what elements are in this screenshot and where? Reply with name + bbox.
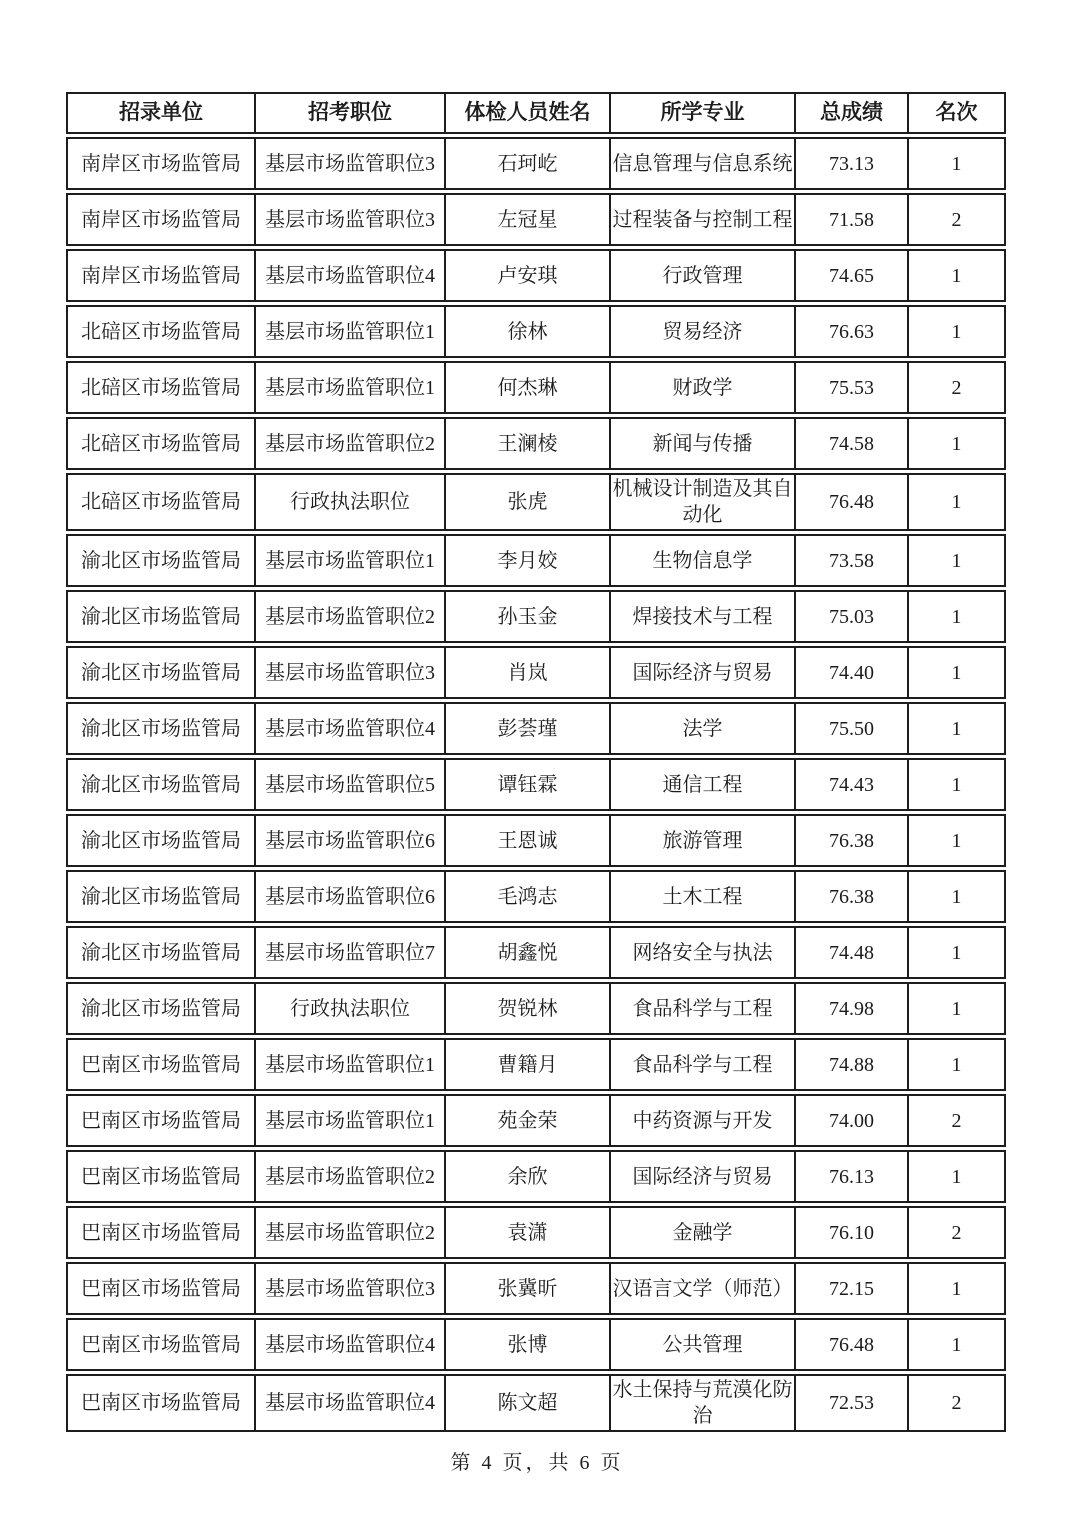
cell-unit: 渝北区市场监管局 [68,984,256,1033]
cell-score: 76.63 [796,307,909,356]
cell-rank: 1 [951,491,962,513]
cell-score: 73.13 [796,139,909,188]
cell-position: 基层市场监管职位2 [256,1208,446,1257]
cell-score: 74.65 [796,251,909,300]
cell-unit: 南岸区市场监管局 [68,195,256,244]
cell-name: 石珂屹 [446,139,611,188]
cell-position: 基层市场监管职位6 [256,816,446,865]
cell-major: 国际经济与贸易 [611,648,796,697]
cell-name: 徐林 [446,307,611,356]
header-total-score: 总成绩 [796,94,909,132]
table-row [66,758,1006,811]
table-row [66,534,1006,587]
cell-unit: 北碚区市场监管局 [68,419,256,468]
cell-unit: 渝北区市场监管局 [68,704,256,753]
header-examinee-name: 体检人员姓名 [446,94,611,132]
cell-position: 基层市场监管职位1 [256,307,446,356]
cell-position: 基层市场监管职位3 [256,195,446,244]
table-row [66,305,1006,358]
cell-name: 何杰琳 [446,363,611,412]
cell-name: 王澜棱 [446,419,611,468]
cell-score: 76.38 [796,816,909,865]
page-number: 第 4 页，共 6 页 [450,1452,624,1474]
cell-major: 法学 [611,704,796,753]
cell-rank: 1 [951,605,962,628]
cell-position: 基层市场监管职位4 [256,251,446,300]
cell-position: 基层市场监管职位4 [256,704,446,753]
cell-name: 李月姣 [446,536,611,585]
cell-major: 机械设计制造及其自动化 [611,475,796,529]
cell-name: 肖岚 [446,648,611,697]
table-row [66,1206,1006,1259]
table-row [66,473,1006,531]
cell-position: 基层市场监管职位2 [256,592,446,641]
cell-score: 74.48 [796,928,909,977]
cell-unit: 渝北区市场监管局 [68,816,256,865]
cell-rank: 1 [951,717,962,740]
table-row [66,590,1006,643]
cell-rank: 1 [951,1333,962,1356]
cell-name: 张博 [446,1320,611,1369]
table-row [66,870,1006,923]
cell-unit: 巴南区市场监管局 [68,1096,256,1145]
cell-major: 水土保持与荒漠化防治 [611,1376,796,1430]
cell-name: 张虎 [446,475,611,529]
table-row [66,1038,1006,1091]
cell-rank: 1 [951,320,962,343]
cell-rank: 1 [951,885,962,908]
results-table [66,92,1006,1435]
cell-rank: 1 [951,1277,962,1300]
cell-rank: 1 [951,432,962,455]
cell-score: 74.43 [796,760,909,809]
cell-unit: 巴南区市场监管局 [68,1264,256,1313]
cell-major: 网络安全与执法 [611,928,796,977]
cell-rank: 1 [951,152,962,175]
cell-score: 72.53 [796,1376,909,1430]
cell-rank: 2 [951,1392,962,1414]
cell-major: 财政学 [611,363,796,412]
table-row [66,1318,1006,1371]
cell-name: 谭钰霖 [446,760,611,809]
table-row [66,417,1006,470]
cell-name: 贺锐林 [446,984,611,1033]
cell-position: 基层市场监管职位1 [256,363,446,412]
cell-unit: 南岸区市场监管局 [68,139,256,188]
cell-position: 基层市场监管职位3 [256,1264,446,1313]
header-position: 招考职位 [256,94,446,132]
cell-rank: 1 [951,264,962,287]
cell-unit: 渝北区市场监管局 [68,592,256,641]
cell-major: 旅游管理 [611,816,796,865]
cell-major: 国际经济与贸易 [611,1152,796,1201]
cell-major: 食品科学与工程 [611,984,796,1033]
cell-position: 基层市场监管职位1 [256,1096,446,1145]
cell-score: 76.10 [796,1208,909,1257]
table-row [66,702,1006,755]
cell-unit: 渝北区市场监管局 [68,928,256,977]
cell-unit: 巴南区市场监管局 [68,1376,256,1430]
cell-score: 75.03 [796,592,909,641]
cell-major: 新闻与传播 [611,419,796,468]
cell-major: 通信工程 [611,760,796,809]
cell-position: 基层市场监管职位4 [256,1320,446,1369]
table-row [66,646,1006,699]
cell-unit: 巴南区市场监管局 [68,1040,256,1089]
cell-score: 76.13 [796,1152,909,1201]
cell-name: 袁潇 [446,1208,611,1257]
cell-name: 王恩诚 [446,816,611,865]
cell-rank: 1 [951,1053,962,1076]
cell-position: 基层市场监管职位3 [256,139,446,188]
cell-position: 基层市场监管职位1 [256,1040,446,1089]
table-row [66,193,1006,246]
cell-unit: 北碚区市场监管局 [68,363,256,412]
cell-rank: 2 [951,1109,962,1132]
cell-name: 曹籍月 [446,1040,611,1089]
cell-position: 基层市场监管职位2 [256,1152,446,1201]
table-row [66,1150,1006,1203]
cell-unit: 渝北区市场监管局 [68,648,256,697]
cell-rank: 1 [951,829,962,852]
cell-position: 基层市场监管职位5 [256,760,446,809]
cell-major: 贸易经济 [611,307,796,356]
cell-position: 基层市场监管职位7 [256,928,446,977]
cell-rank: 1 [951,773,962,796]
cell-major: 焊接技术与工程 [611,592,796,641]
table-body [66,137,1006,1432]
cell-name: 彭荟瑾 [446,704,611,753]
cell-major: 中药资源与开发 [611,1096,796,1145]
cell-score: 74.58 [796,419,909,468]
header-rank: 名次 [935,101,978,125]
cell-name: 苑金荣 [446,1096,611,1145]
table-row [66,982,1006,1035]
cell-major: 公共管理 [611,1320,796,1369]
cell-unit: 巴南区市场监管局 [68,1320,256,1369]
cell-score: 74.98 [796,984,909,1033]
cell-rank: 2 [951,376,962,399]
cell-unit: 巴南区市场监管局 [68,1208,256,1257]
cell-unit: 渝北区市场监管局 [68,760,256,809]
cell-unit: 北碚区市场监管局 [68,307,256,356]
cell-unit: 渝北区市场监管局 [68,536,256,585]
table-row [66,137,1006,190]
cell-rank: 1 [951,549,962,572]
table-row [66,1262,1006,1315]
cell-major: 行政管理 [611,251,796,300]
cell-score: 71.58 [796,195,909,244]
cell-name: 胡鑫悦 [446,928,611,977]
cell-rank: 1 [951,997,962,1020]
table-row [66,814,1006,867]
cell-position: 基层市场监管职位4 [256,1376,446,1430]
table-header-row [66,92,1006,134]
cell-major: 食品科学与工程 [611,1040,796,1089]
cell-score: 76.48 [796,1320,909,1369]
cell-rank: 1 [951,941,962,964]
cell-unit: 巴南区市场监管局 [68,1152,256,1201]
cell-score: 75.53 [796,363,909,412]
cell-position: 基层市场监管职位3 [256,648,446,697]
cell-name: 张冀昕 [446,1264,611,1313]
cell-position: 基层市场监管职位2 [256,419,446,468]
cell-score: 75.50 [796,704,909,753]
cell-score: 76.38 [796,872,909,921]
cell-major: 信息管理与信息系统 [611,139,796,188]
cell-name: 毛鸿志 [446,872,611,921]
cell-score: 74.40 [796,648,909,697]
cell-rank: 2 [951,1221,962,1244]
cell-major: 过程装备与控制工程 [611,195,796,244]
cell-name: 陈文超 [446,1376,611,1430]
cell-major: 生物信息学 [611,536,796,585]
cell-score: 76.48 [796,475,909,529]
cell-score: 74.00 [796,1096,909,1145]
cell-major: 土木工程 [611,872,796,921]
cell-unit: 南岸区市场监管局 [68,251,256,300]
cell-major: 金融学 [611,1208,796,1257]
cell-rank: 2 [951,208,962,231]
cell-major: 汉语言文学（师范） [611,1264,796,1313]
cell-rank: 1 [951,1165,962,1188]
cell-position: 基层市场监管职位6 [256,872,446,921]
table-row [66,926,1006,979]
cell-position: 基层市场监管职位1 [256,536,446,585]
cell-name: 余欣 [446,1152,611,1201]
cell-name: 孙玉金 [446,592,611,641]
table-row [66,1094,1006,1147]
cell-position: 行政执法职位 [256,984,446,1033]
cell-name: 卢安琪 [446,251,611,300]
table-row [66,1374,1006,1432]
cell-score: 72.15 [796,1264,909,1313]
header-major: 所学专业 [611,94,796,132]
cell-position: 行政执法职位 [256,475,446,529]
table-row [66,249,1006,302]
cell-score: 73.58 [796,536,909,585]
cell-rank: 1 [951,661,962,684]
header-recruiting-unit: 招录单位 [68,94,256,132]
cell-unit: 渝北区市场监管局 [68,872,256,921]
cell-score: 74.88 [796,1040,909,1089]
cell-unit: 北碚区市场监管局 [68,475,256,529]
table-row [66,361,1006,414]
cell-name: 左冠星 [446,195,611,244]
